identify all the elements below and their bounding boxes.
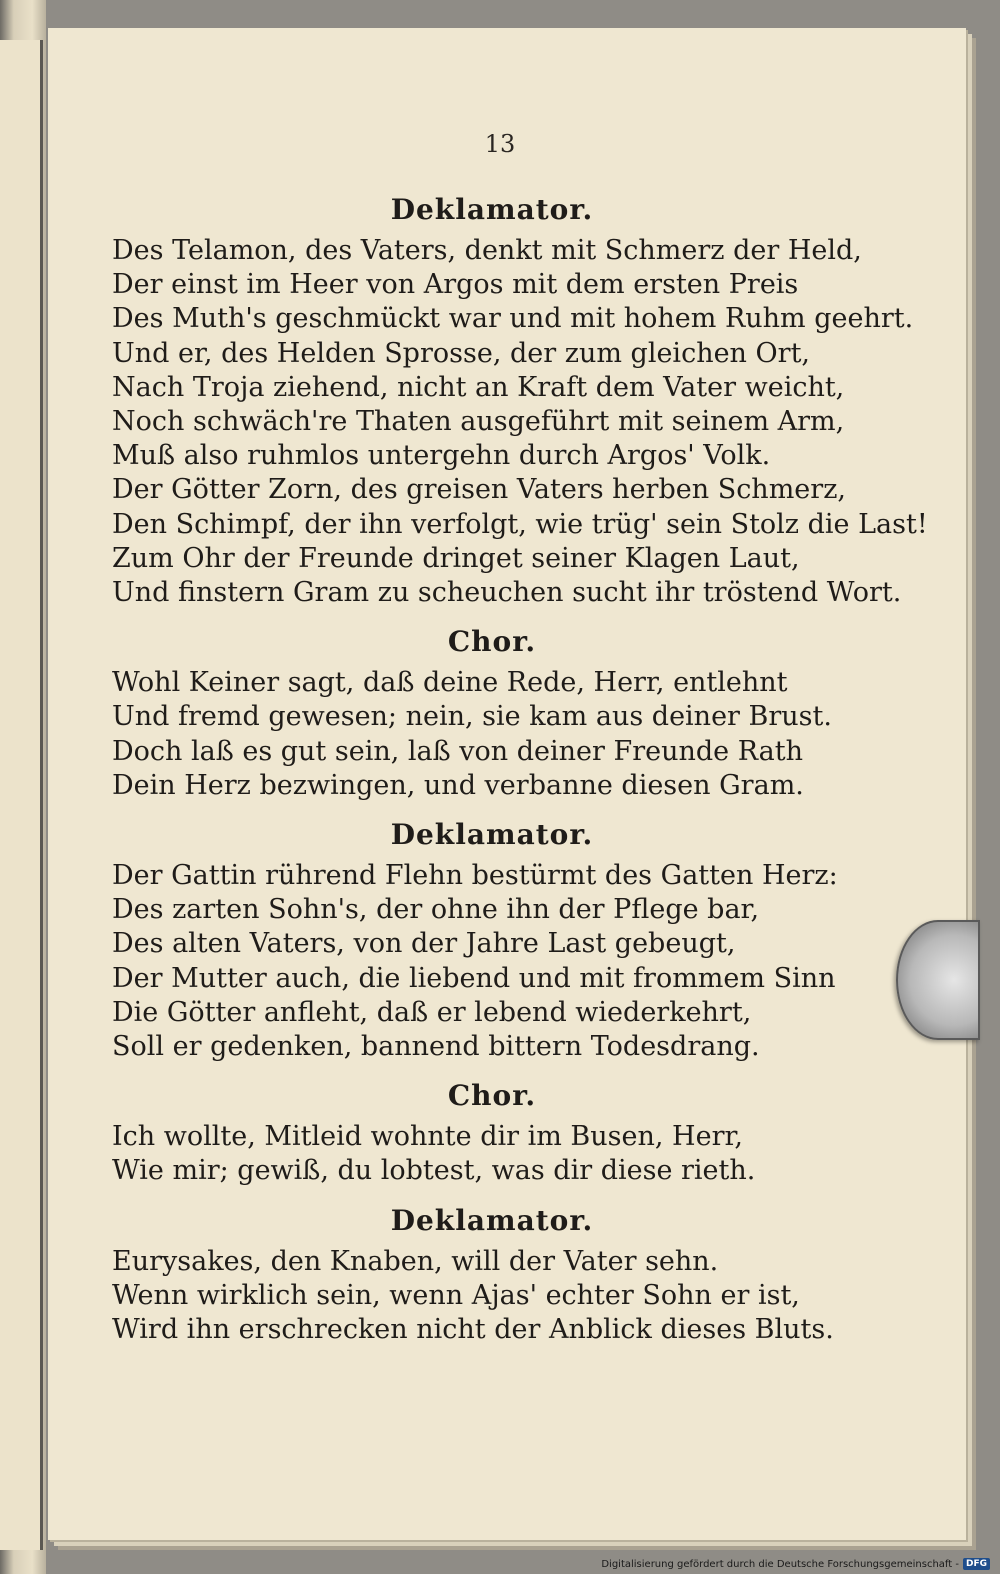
verse-line: Der Götter Zorn, des greisen Vaters herben Schmerz, <box>112 474 846 506</box>
verse-line: Des Muth's geschmückt war und mit hohem Ruhm geehrt. <box>112 303 914 335</box>
verse-line: Ich wollte, Mitleid wohnte dir im Busen, Herr, <box>112 1121 743 1153</box>
verse-line: Der Gattin rührend Flehn bestürmt des Gatten Herz: <box>112 860 838 892</box>
verse-line: Zum Ohr der Freunde dringet seiner Klagen Laut, <box>112 542 800 574</box>
verse-line: Nach Troja ziehend, nicht an Kraft dem Vater weicht, <box>112 371 845 403</box>
dfg-logo-icon: DFG <box>963 1558 990 1570</box>
verse-line: Des Telamon, des Vaters, denkt mit Schmerz der Held, <box>112 235 862 266</box>
page-content <box>112 190 928 1347</box>
verse-line: Der Mutter auch, die liebend und mit frommem Sinn <box>112 962 836 994</box>
section-gap <box>112 610 872 622</box>
verse-line: Und er, des Helden Sprosse, der zum gleichen Ort, <box>112 337 811 369</box>
speaker-heading: Chor. <box>447 1079 537 1113</box>
verse-line: Wird ihn erschrecken nicht der Anblick dieses Bluts. <box>112 1314 834 1346</box>
verse-line: Dein Herz bezwingen, und verbanne diesen Gram. <box>112 769 804 801</box>
verse-line: Des alten Vaters, von der Jahre Last gebeugt, <box>112 928 736 960</box>
verse-line: Den Schimpf, der ihn verfolgt, wie trüg' sein Stolz die Last! <box>112 508 928 540</box>
speaker-heading: Chor. <box>447 625 537 659</box>
verse-line: Wie mir; gewiß, du lobtest, was dir diese rieth. <box>112 1155 756 1187</box>
verse-line: Eurysakes, den Knaben, will der Vater sehn. <box>112 1245 719 1277</box>
section-gap <box>112 803 872 815</box>
verse-line: Muß also ruhmlos untergehn durch Argos' Volk. <box>112 440 771 472</box>
page-clip <box>896 920 980 1040</box>
verse-line: Wohl Keiner sagt, daß deine Rede, Herr, entlehnt <box>112 667 788 699</box>
facing-page <box>0 40 43 1550</box>
section-1 <box>112 190 928 610</box>
digitization-footer <box>601 1558 990 1570</box>
speaker-heading: Deklamator. <box>390 818 594 852</box>
verse-line: Und finstern Gram zu scheuchen sucht ihr tröstend Wort. <box>112 577 902 609</box>
section-3 <box>112 815 872 1064</box>
verse-line: Der einst im Heer von Argos mit dem ersten Preis <box>112 269 799 301</box>
verse-line: Die Götter anfleht, daß er lebend wiederkehrt, <box>112 996 752 1028</box>
section-4 <box>112 1076 872 1188</box>
speaker-heading: Deklamator. <box>390 1203 594 1237</box>
section-gap <box>112 1064 872 1076</box>
verse-line: Und fremd gewesen; nein, sie kam aus deiner Brust. <box>112 701 832 733</box>
footer-text: Digitalisierung gefördert durch die Deutsche Forschungsgemeinschaft - <box>601 1558 959 1570</box>
verse-line: Wenn wirklich sein, wenn Ajas' echter Sohn er ist, <box>112 1279 800 1311</box>
section-gap <box>112 1189 872 1201</box>
verse-line: Soll er gedenken, bannend bittern Todesdrang. <box>112 1031 760 1063</box>
section-5 <box>112 1201 872 1348</box>
verse-line: Noch schwäch're Thaten ausgeführt mit seinem Arm, <box>112 406 845 438</box>
section-2 <box>112 622 872 803</box>
verse-line: Doch laß es gut sein, laß von deiner Freunde Rath <box>112 735 804 767</box>
page-number: 13 <box>484 130 516 158</box>
speaker-heading: Deklamator. <box>390 193 594 226</box>
verse-line: Des zarten Sohn's, der ohne ihn der Pflege bar, <box>112 894 760 926</box>
